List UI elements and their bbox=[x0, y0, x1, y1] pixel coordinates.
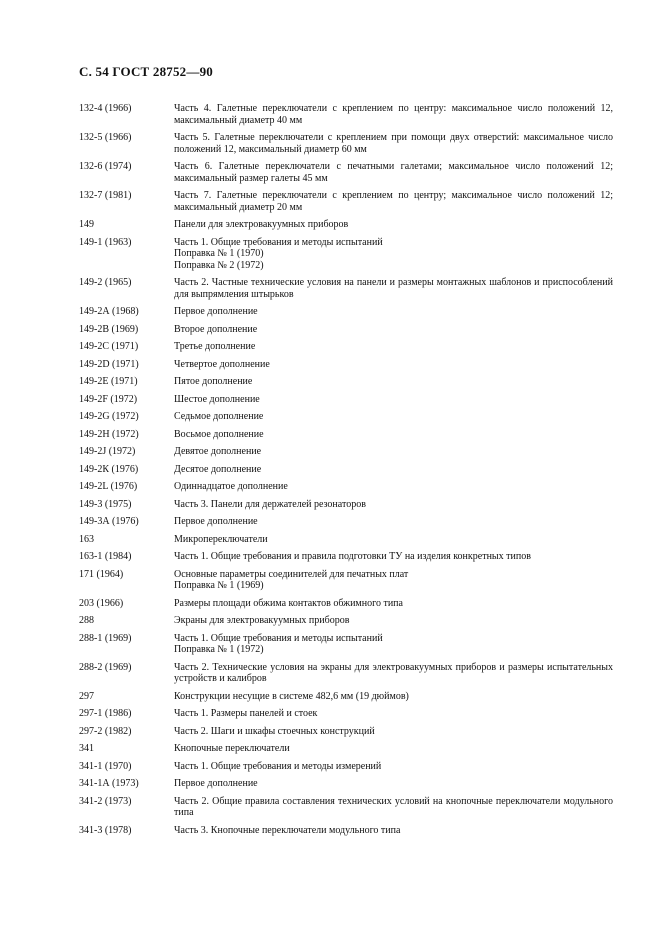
standard-title bbox=[174, 190, 613, 213]
standard-code: 297-2 (1982) bbox=[79, 725, 132, 737]
table-row bbox=[79, 499, 613, 511]
title-line: Часть 3. Панели для держателей резонаторов bbox=[174, 498, 366, 510]
standard-title bbox=[174, 825, 613, 837]
standard-code: 149-2А (1968) bbox=[79, 306, 139, 317]
title-line: Часть 2. Шаги и шкафы стоечных конструкций bbox=[174, 725, 375, 737]
table-row bbox=[79, 324, 613, 336]
standard-title bbox=[174, 237, 613, 272]
standard-code: 149-2F (1972) bbox=[79, 393, 138, 405]
standard-title bbox=[174, 394, 613, 406]
standard-code: 288 bbox=[79, 615, 94, 626]
standard-code: 149-3 (1975) bbox=[79, 498, 132, 510]
standard-code: 132-6 (1974) bbox=[79, 161, 132, 172]
table-row bbox=[79, 551, 613, 563]
table-row bbox=[79, 103, 613, 126]
standard-title bbox=[174, 277, 613, 300]
title-line: Одиннадцатое дополнение bbox=[174, 481, 288, 492]
table-row bbox=[79, 237, 613, 272]
standard-code: 341-1А (1973) bbox=[79, 778, 139, 789]
standard-title bbox=[174, 534, 613, 546]
table-row bbox=[79, 633, 613, 656]
table-row bbox=[79, 464, 613, 476]
standard-title bbox=[174, 306, 613, 318]
standard-code: 132-7 (1981) bbox=[79, 190, 132, 201]
standard-code: 149-2D (1971) bbox=[79, 358, 139, 370]
table-row bbox=[79, 615, 613, 627]
table-row bbox=[79, 411, 613, 423]
standard-title bbox=[174, 481, 613, 493]
title-line: Поправка № 1 (1970) bbox=[174, 248, 264, 259]
standard-code: 171 (1964) bbox=[79, 568, 124, 580]
standard-title bbox=[174, 761, 613, 773]
table-row bbox=[79, 534, 613, 546]
title-line: Часть 1. Общие требования и методы испытаний bbox=[174, 236, 383, 248]
standard-title bbox=[174, 411, 613, 423]
standard-title bbox=[174, 359, 613, 371]
standard-code: 149-2К (1976) bbox=[79, 463, 139, 475]
table-row bbox=[79, 708, 613, 720]
title-line: Поправка № 1 (1969) bbox=[174, 580, 264, 591]
title-line: Часть 1. Общие требования и методы испытаний bbox=[174, 632, 383, 644]
title-line: Часть 4. Галетные переключатели с креплением по центру: максимальное число положений 12, максимальный диаметр 40 мм bbox=[174, 103, 613, 126]
table-row bbox=[79, 277, 613, 300]
standard-title bbox=[174, 569, 613, 592]
table-row bbox=[79, 662, 613, 685]
title-line: Часть 2. Технические условия на экраны для электровакуумных приборов и размеры испытательных устройств и калибров bbox=[174, 661, 613, 684]
table-row bbox=[79, 481, 613, 493]
title-line: Третье дополнение bbox=[174, 341, 256, 352]
table-row bbox=[79, 219, 613, 231]
table-row bbox=[79, 161, 613, 184]
title-line: Часть 2. Частные технические условия на панели и размеры монтажных шаблонов и приспособлений для выпрямления штырьков bbox=[174, 277, 613, 300]
standard-title bbox=[174, 726, 613, 738]
standard-code: 163-1 (1984) bbox=[79, 551, 132, 562]
standard-code: 149 bbox=[79, 219, 94, 230]
standard-title bbox=[174, 103, 613, 126]
table-row bbox=[79, 132, 613, 155]
title-line: Пятое дополнение bbox=[174, 376, 253, 387]
standard-code: 341-3 (1978) bbox=[79, 824, 132, 836]
standard-code: 132-4 (1966) bbox=[79, 103, 132, 114]
page-header: С. 54 ГОСТ 28752—90 bbox=[79, 64, 213, 79]
standard-title bbox=[174, 708, 613, 720]
standard-code: 288-1 (1969) bbox=[79, 632, 132, 644]
standard-title bbox=[174, 551, 613, 563]
title-line: Микропереключатели bbox=[174, 533, 268, 545]
table-row bbox=[79, 778, 613, 790]
standard-title bbox=[174, 516, 613, 528]
standard-title bbox=[174, 499, 613, 511]
standard-code: 149-2С (1971) bbox=[79, 341, 139, 352]
standard-title bbox=[174, 598, 613, 610]
table-row bbox=[79, 394, 613, 406]
standard-code: 203 (1966) bbox=[79, 597, 124, 609]
standard-code: 149-2Н (1972) bbox=[79, 428, 139, 440]
title-line: Поправка № 2 (1972) bbox=[174, 259, 264, 271]
standard-title bbox=[174, 446, 613, 458]
title-line: Четвертое дополнение bbox=[174, 358, 270, 370]
standard-title bbox=[174, 376, 613, 388]
standard-title bbox=[174, 633, 613, 656]
standard-title bbox=[174, 219, 613, 231]
standard-title bbox=[174, 662, 613, 685]
title-line: Часть 6. Галетные переключатели с печатными галетами; максимальное число положений 12; максимальный размер галеты 45 мм bbox=[174, 161, 613, 184]
standard-code: 297-1 (1986) bbox=[79, 708, 132, 719]
table-row bbox=[79, 743, 613, 755]
table-row bbox=[79, 446, 613, 458]
table-row bbox=[79, 691, 613, 703]
table-row bbox=[79, 796, 613, 819]
standard-title bbox=[174, 796, 613, 819]
standard-code: 149-2G (1972) bbox=[79, 411, 139, 422]
standard-code: 297 bbox=[79, 690, 94, 702]
title-line: Конструкции несущие в системе 482,6 мм (19 дюймов) bbox=[174, 690, 409, 702]
title-line: Панели для электровакуумных приборов bbox=[174, 219, 349, 230]
table-row bbox=[79, 190, 613, 213]
table-row bbox=[79, 598, 613, 610]
title-line: Первое дополнение bbox=[174, 778, 258, 789]
standard-title bbox=[174, 132, 613, 155]
standard-code: 149-2Е (1971) bbox=[79, 376, 138, 387]
standard-title bbox=[174, 324, 613, 336]
title-line: Седьмое дополнение bbox=[174, 411, 264, 422]
title-line: Часть 1. Общие требования и правила подготовки ТУ на изделия конкретных типов bbox=[174, 551, 531, 562]
table-row bbox=[79, 376, 613, 388]
standard-code: 132-5 (1966) bbox=[79, 132, 132, 143]
title-line: Экраны для электровакуумных приборов bbox=[174, 615, 350, 626]
title-line: Первое дополнение bbox=[174, 516, 258, 527]
title-line: Часть 5. Галетные переключатели с креплением при помощи двух отверстий: максимальное число положений 12, максимальный диаметр 60 мм bbox=[174, 132, 613, 155]
standard-title bbox=[174, 464, 613, 476]
table-row bbox=[79, 726, 613, 738]
standards-list bbox=[79, 97, 613, 836]
title-line: Восьмое дополнение bbox=[174, 428, 264, 440]
standard-code: 341-1 (1970) bbox=[79, 760, 132, 772]
table-row bbox=[79, 359, 613, 371]
table-row bbox=[79, 341, 613, 353]
title-line: Второе дополнение bbox=[174, 323, 258, 335]
title-line: Основные параметры соединителей для печатных плат bbox=[174, 568, 409, 580]
standard-title bbox=[174, 161, 613, 184]
title-line: Десятое дополнение bbox=[174, 463, 262, 475]
standard-code: 149-2В (1969) bbox=[79, 323, 139, 335]
standard-title bbox=[174, 341, 613, 353]
standard-title bbox=[174, 778, 613, 790]
title-line: Размеры площади обжима контактов обжимного типа bbox=[174, 597, 403, 609]
standard-code: 341-2 (1973) bbox=[79, 795, 132, 807]
standard-title bbox=[174, 429, 613, 441]
table-row bbox=[79, 306, 613, 318]
table-row bbox=[79, 569, 613, 592]
title-line: Первое дополнение bbox=[174, 306, 258, 317]
title-line: Часть 2. Общие правила составления технических условий на кнопочные переключатели модульного типа bbox=[174, 795, 613, 818]
table-row bbox=[79, 761, 613, 773]
standard-code: 149-2 (1965) bbox=[79, 277, 132, 288]
standard-code: 149-1 (1963) bbox=[79, 236, 132, 248]
table-row bbox=[79, 516, 613, 528]
table-row bbox=[79, 429, 613, 441]
title-line: Поправка № 1 (1972) bbox=[174, 644, 264, 655]
standard-code: 149-3А (1976) bbox=[79, 516, 139, 527]
standard-code: 149-2J (1972) bbox=[79, 446, 136, 457]
standard-title bbox=[174, 743, 613, 755]
title-line: Шестое дополнение bbox=[174, 393, 260, 405]
standard-code: 288-2 (1969) bbox=[79, 661, 132, 673]
title-line: Часть 3. Кнопочные переключатели модульного типа bbox=[174, 824, 401, 836]
title-line: Часть 7. Галетные переключатели с креплением по центру; максимальное число положений 12; максимальный диаметр 20 мм bbox=[174, 190, 613, 213]
title-line: Часть 1. Общие требования и методы измерений bbox=[174, 760, 382, 772]
title-line: Девятое дополнение bbox=[174, 446, 262, 457]
standard-code: 163 bbox=[79, 533, 94, 545]
title-line: Кнопочные переключатели bbox=[174, 743, 290, 754]
standard-title bbox=[174, 691, 613, 703]
table-row bbox=[79, 825, 613, 837]
title-line: Часть 1. Размеры панелей и стоек bbox=[174, 708, 318, 719]
standard-code: 341 bbox=[79, 743, 94, 754]
standard-title bbox=[174, 615, 613, 627]
standard-code: 149-2L (1976) bbox=[79, 481, 138, 492]
